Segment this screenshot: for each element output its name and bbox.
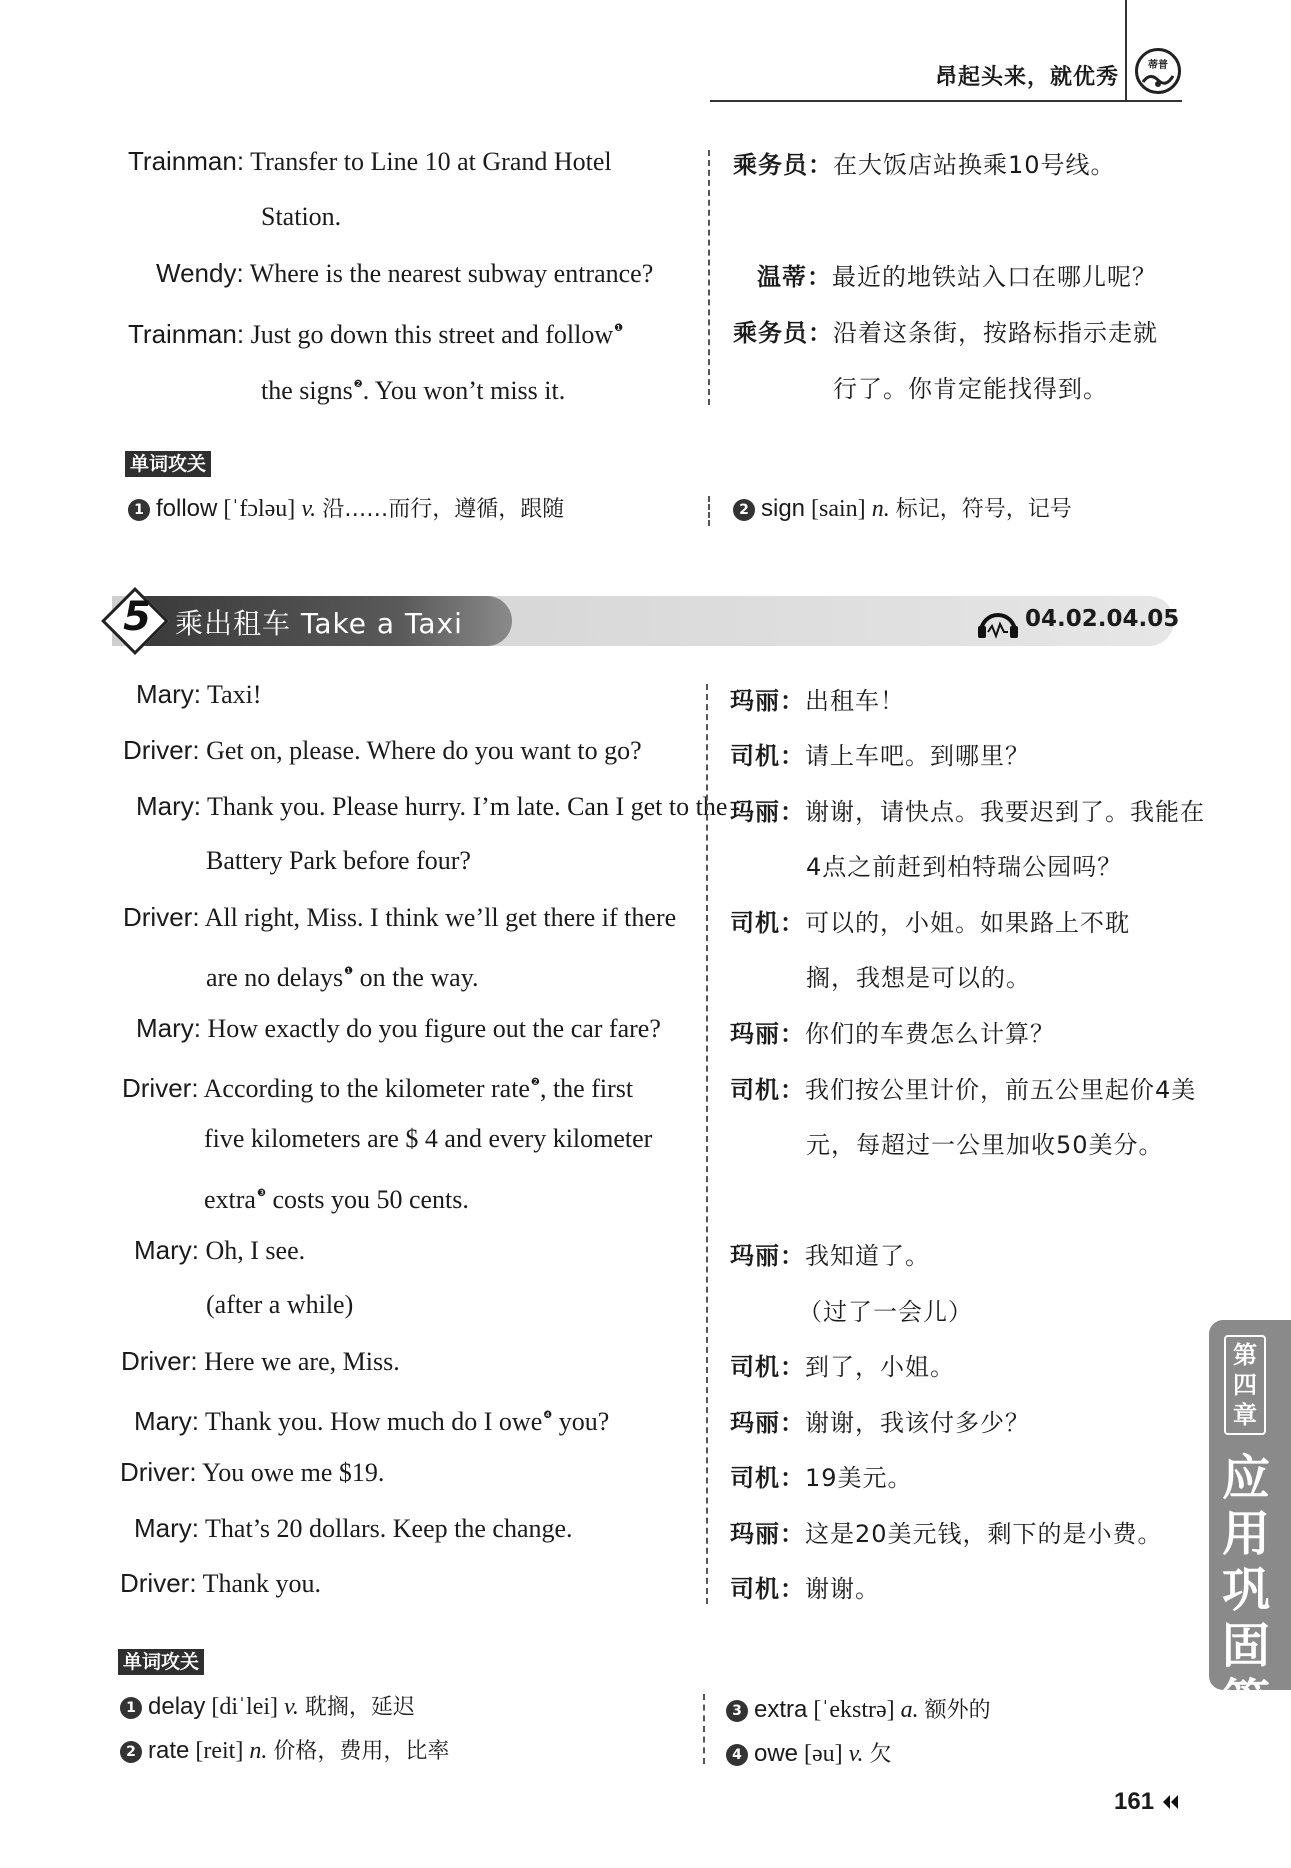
vocab-number: 4 — [726, 1744, 748, 1766]
speaker: 温蒂： — [757, 263, 832, 291]
vocab-item — [120, 1692, 415, 1723]
footnote-marker: ❶ — [344, 966, 354, 977]
line-text: (after a while) — [206, 1290, 354, 1319]
dialogue-line — [134, 1401, 609, 1437]
speaker: Driver: — [121, 1346, 198, 1376]
vocab-pos: n. — [249, 1738, 268, 1764]
speaker: 司机： — [730, 1353, 805, 1381]
vocab-pos: v. — [848, 1741, 864, 1767]
translation-line — [730, 908, 1130, 938]
vocab-pos: n. — [871, 496, 890, 522]
vocab-number: 1 — [120, 1697, 142, 1719]
line-text: （过了一会儿） — [798, 1298, 973, 1326]
vocab-number: 2 — [120, 1741, 142, 1763]
vocab-item — [733, 494, 1072, 525]
line-text-continued: on the way. — [353, 963, 479, 992]
vocab-pos: v. — [284, 1694, 299, 1720]
line-text: According to the kilometer rate — [203, 1074, 530, 1103]
line-text: 到了，小姐。 — [805, 1353, 955, 1381]
dialogue-line — [123, 902, 676, 933]
line-text: 你们的车费怎么计算？ — [805, 1020, 1055, 1048]
publisher-logo — [1135, 48, 1181, 94]
line-text: Taxi! — [207, 680, 262, 709]
speaker: 玛丽： — [730, 1409, 805, 1437]
page-number: 161 — [1114, 1788, 1155, 1815]
section-title: 乘出租车 Take a Taxi — [175, 607, 463, 640]
speaker: 司机： — [730, 742, 805, 770]
vocab-phonetic: [əu] — [804, 1741, 843, 1767]
line-text: Here we are, Miss. — [204, 1347, 400, 1376]
vocab-phonetic: [reit] — [195, 1738, 244, 1764]
vocab-word: delay — [148, 1693, 206, 1720]
vocab-number: 2 — [733, 499, 755, 521]
dialogue-line — [261, 370, 565, 406]
line-text: How exactly do you figure out the car fare? — [207, 1014, 661, 1043]
dialogue-line — [134, 1513, 573, 1544]
logo-text: 蒂普 — [1148, 60, 1168, 71]
dialogue-line — [128, 146, 612, 177]
vocab-meaning: 标记，符号，记号 — [895, 497, 1072, 522]
line-text: Thank you. — [202, 1569, 322, 1598]
speaker: Mary: — [136, 791, 201, 821]
chapter-text: 第 四 章 — [1233, 1341, 1257, 1429]
speaker: 玛丽： — [730, 687, 805, 715]
speaker: Mary: — [134, 1513, 199, 1543]
line-text: the signs — [261, 376, 353, 405]
translation-line — [833, 374, 1108, 404]
vocab-pos: v. — [301, 496, 317, 522]
header-slogan: 昂起头来，就优秀 — [935, 65, 1120, 90]
speaker: 司机： — [730, 1464, 805, 1492]
header-vertical-rule — [1125, 0, 1127, 100]
translation-line — [798, 1297, 973, 1327]
double-left-arrow-icon — [1161, 1794, 1179, 1810]
line-text: 谢谢，我该付多少？ — [805, 1409, 1030, 1437]
vocab-number: 1 — [128, 499, 150, 521]
speaker: Mary: — [136, 1013, 201, 1043]
vocab-item — [726, 1739, 892, 1770]
dialogue-line — [204, 1124, 652, 1154]
line-text-continued: costs you 50 cents. — [265, 1185, 469, 1214]
audio-track-number: 04.02.04.05 — [1025, 606, 1180, 632]
vocab-phonetic: [diˈlei] — [211, 1694, 279, 1720]
dialogue-line — [206, 1290, 353, 1320]
vocab-meaning: 额外的 — [924, 1698, 991, 1723]
dialogue-line — [122, 1068, 633, 1104]
part-title — [1218, 1450, 1274, 1730]
column-divider — [708, 150, 710, 405]
translation-line — [730, 1574, 880, 1604]
speaker: Driver: — [120, 1568, 197, 1598]
dialogue-line — [121, 1346, 400, 1377]
footnote-marker: ❹ — [543, 1410, 553, 1421]
line-text: 最近的地铁站入口在哪儿呢？ — [832, 263, 1157, 291]
vocab-item — [128, 494, 564, 525]
vocab-word: rate — [148, 1737, 190, 1764]
vocab-meaning: 沿……而行，遵循，跟随 — [322, 497, 565, 522]
speaker: Trainman: — [128, 146, 245, 176]
line-text: 谢谢，请快点。我要迟到了。我能在 — [805, 798, 1205, 826]
line-text: Where is the nearest subway entrance? — [249, 259, 654, 288]
vocab-item — [726, 1695, 991, 1726]
translation-line — [806, 1130, 1164, 1160]
line-text: That’s 20 dollars. Keep the change. — [205, 1514, 573, 1543]
vocab-pos: a. — [900, 1697, 919, 1723]
dialogue-line — [136, 679, 262, 710]
dialogue-line — [134, 1235, 305, 1266]
section-number: 5 — [123, 594, 151, 640]
speaker: 司机： — [730, 1076, 805, 1104]
speaker: Driver: — [120, 1457, 197, 1487]
translation-line — [757, 262, 1157, 292]
translation-line — [806, 963, 1031, 993]
vocab-phonetic: [ˈekstrə] — [813, 1697, 895, 1723]
line-text: 元，每超过一公里加收50美分。 — [806, 1131, 1164, 1159]
speaker: 司机： — [730, 909, 805, 937]
translation-line — [730, 741, 1030, 771]
line-text: Thank you. How much do I owe — [205, 1407, 543, 1436]
line-text: 行了。你肯定能找得到。 — [833, 375, 1108, 403]
dialogue-line — [123, 735, 642, 766]
vocab-label: 单词攻关 — [125, 451, 211, 477]
dialogue-line — [136, 791, 727, 822]
line-text: Transfer to Line 10 at Grand Hotel — [250, 147, 612, 176]
vocab-item — [120, 1736, 449, 1767]
vocab-meaning: 价格，费用，比率 — [273, 1739, 450, 1764]
vocab-meaning: 欠 — [869, 1742, 892, 1767]
speaker: 司机： — [730, 1575, 805, 1603]
line-text: Get on, please. Where do you want to go? — [206, 736, 642, 765]
vocab-phonetic: [sain] — [811, 496, 866, 522]
vocab-label: 单词攻关 — [118, 1649, 204, 1675]
speaker: Driver: — [123, 902, 200, 932]
dialogue-line — [206, 957, 479, 993]
vocab-word: follow — [156, 495, 218, 522]
speaker: 玛丽： — [730, 1020, 805, 1048]
speaker: Wendy: — [156, 258, 244, 288]
dialogue-line — [156, 258, 653, 289]
line-text: You owe me $19. — [202, 1458, 385, 1487]
speaker: 玛丽： — [730, 1242, 805, 1270]
line-text: 我们按公里计价，前五公里起价4美 — [805, 1076, 1197, 1104]
translation-line — [733, 318, 1158, 348]
vocab-word: owe — [754, 1740, 799, 1767]
translation-line — [730, 1463, 913, 1493]
logo-mark-icon — [1140, 68, 1176, 90]
part-title-text: 应 用 巩 固 篇 — [1221, 1450, 1270, 1730]
vocab-word: extra — [754, 1696, 808, 1723]
header-horizontal-rule — [710, 100, 1182, 102]
line-text-continued: , the first — [539, 1074, 634, 1103]
line-text: 沿着这条街，按路标指示走就 — [833, 319, 1158, 347]
line-text: 出租车！ — [805, 687, 905, 715]
line-text: 我知道了。 — [805, 1242, 930, 1270]
translation-line — [730, 1019, 1055, 1049]
vocab-number: 3 — [726, 1700, 748, 1722]
dialogue-line — [128, 314, 623, 350]
translation-line — [730, 1075, 1196, 1105]
footnote-marker: ❷ — [353, 379, 363, 390]
dialogue-line — [206, 846, 471, 876]
dialogue-line — [261, 202, 341, 232]
dialogue-line — [204, 1179, 469, 1215]
line-text: Station. — [261, 202, 342, 231]
line-text: 谢谢。 — [805, 1575, 880, 1603]
column-divider — [706, 684, 708, 1604]
line-text: Just go down this street and follow — [250, 320, 614, 349]
line-text: 可以的，小姐。如果路上不耽 — [805, 909, 1130, 937]
vocab-meaning: 耽搁，延迟 — [304, 1695, 415, 1720]
line-text: Oh, I see. — [205, 1236, 306, 1265]
translation-line — [733, 150, 1116, 180]
translation-line — [730, 1241, 930, 1271]
line-text: five kilometers are $ 4 and every kilometer — [204, 1124, 653, 1153]
line-text: Battery Park before four? — [206, 846, 471, 875]
speaker: 乘务员： — [733, 319, 833, 347]
line-text: 请上车吧。到哪里？ — [805, 742, 1030, 770]
line-text: Thank you. Please hurry. I’m late. Can I get to the — [207, 792, 728, 821]
column-divider — [703, 1694, 705, 1764]
line-text-continued: . You won’t miss it. — [362, 376, 566, 405]
dialogue-line — [120, 1568, 321, 1599]
footnote-marker: ❷ — [530, 1077, 540, 1088]
dialogue-line — [136, 1013, 661, 1044]
speaker: 乘务员： — [733, 151, 833, 179]
vocab-word: sign — [761, 495, 806, 522]
line-text-continued: you? — [552, 1407, 610, 1436]
speaker: Driver: — [123, 735, 200, 765]
line-text: All right, Miss. I think we’ll get there if there — [204, 903, 677, 932]
translation-line — [806, 852, 1122, 882]
speaker: 玛丽： — [730, 1520, 805, 1548]
dialogue-line — [120, 1457, 384, 1488]
translation-line — [730, 1408, 1030, 1438]
speaker: Mary: — [136, 679, 201, 709]
speaker: Trainman: — [128, 319, 245, 349]
line-text: are no delays — [206, 963, 344, 992]
speaker: Mary: — [134, 1235, 199, 1265]
line-text: 4点之前赶到柏特瑞公园吗？ — [806, 853, 1123, 881]
speaker: Driver: — [122, 1073, 199, 1103]
footnote-marker: ❸ — [256, 1188, 266, 1199]
speaker: 玛丽： — [730, 798, 805, 826]
translation-line — [730, 1352, 955, 1382]
footnote-marker: ❶ — [614, 323, 624, 334]
translation-line — [730, 1519, 1163, 1549]
column-divider — [708, 496, 710, 526]
line-text: 在大饭店站换乘10号线。 — [833, 151, 1116, 179]
page-number-block — [1114, 1788, 1179, 1816]
line-text: 19美元。 — [805, 1464, 913, 1492]
translation-line — [730, 686, 905, 716]
line-text: 这是20美元钱，剩下的是小费。 — [805, 1520, 1163, 1548]
vocab-phonetic: [ˈfɔləu] — [223, 496, 296, 522]
translation-line — [730, 797, 1205, 827]
chapter-label — [1224, 1335, 1266, 1435]
headphone-icon — [976, 606, 1020, 640]
speaker: Mary: — [134, 1406, 199, 1436]
line-text: 搁，我想是可以的。 — [806, 964, 1031, 992]
line-text: extra — [204, 1185, 256, 1214]
